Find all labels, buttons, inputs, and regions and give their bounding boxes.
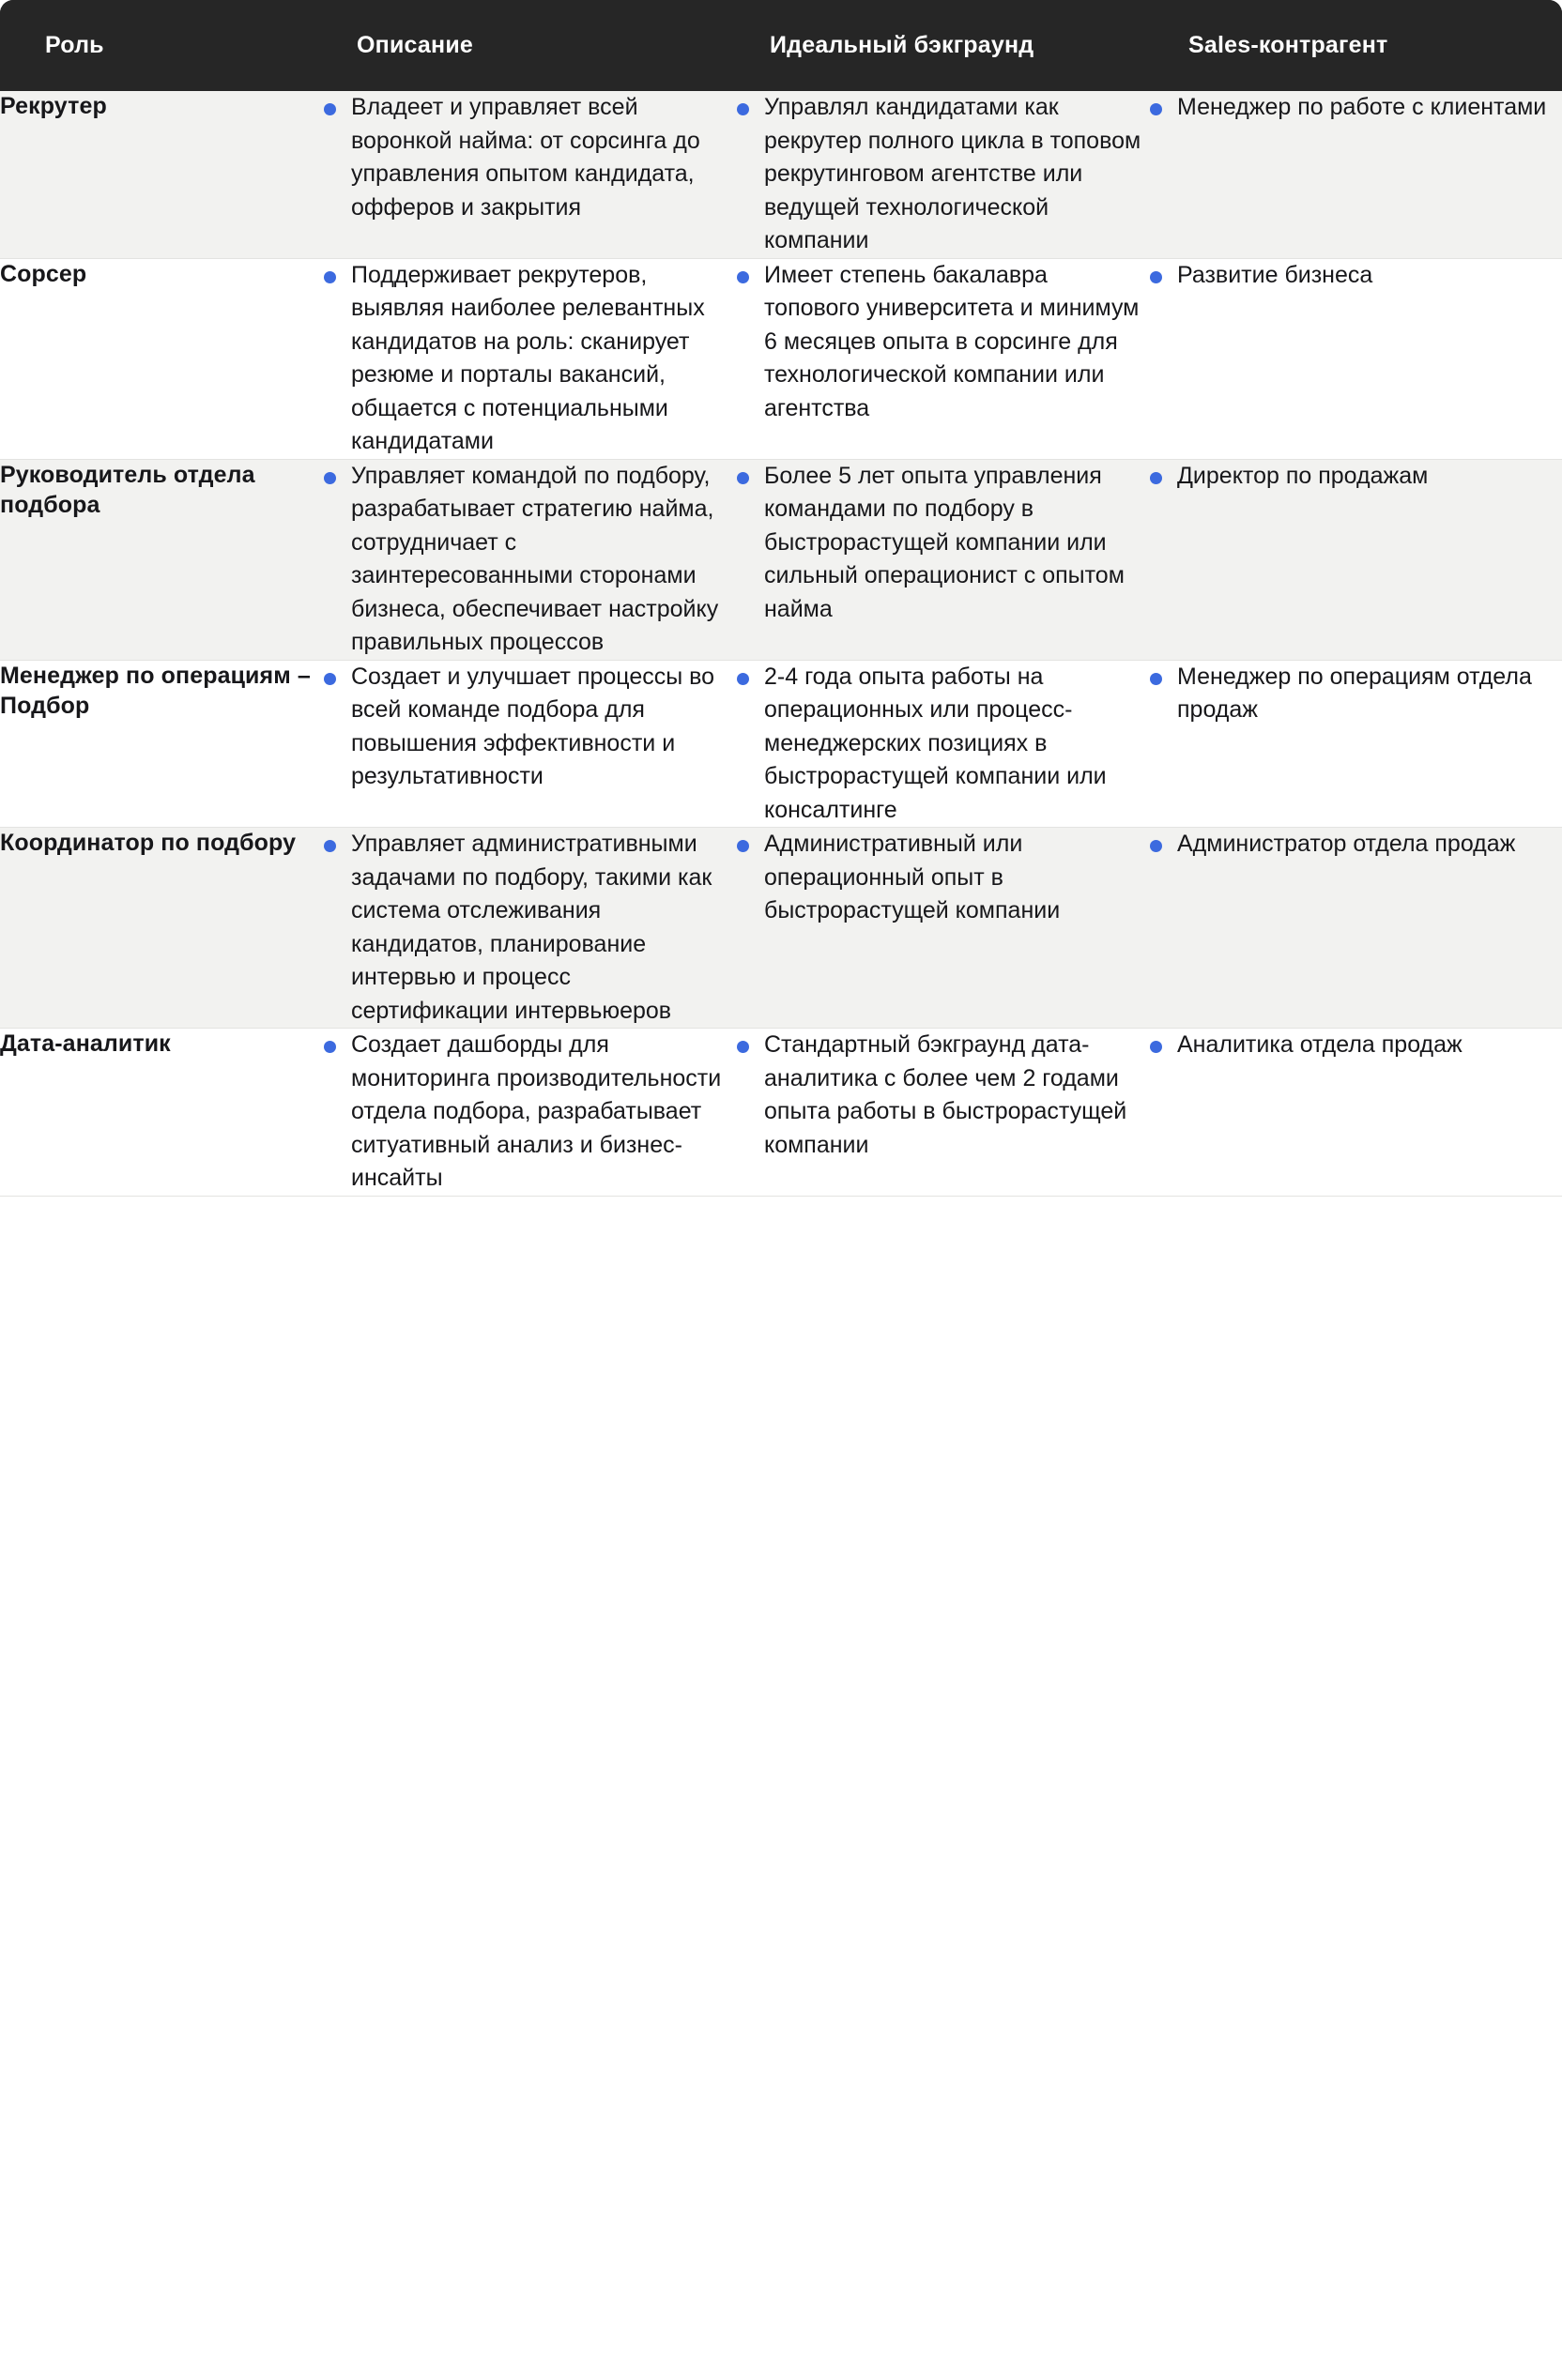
background-bullet-list <box>732 828 1145 928</box>
column-header-background-label: Идеальный бэкграунд <box>770 32 1034 58</box>
list-item-text: Управляет командой по подбору, разрабатывает стратегию найма, сотрудничает с заинтересованными сторонами бизнеса, обеспечивает настройку правильных процессов <box>351 462 719 655</box>
description-bullet-list <box>319 1029 732 1196</box>
cell-description <box>319 660 732 828</box>
description-bullet-list <box>319 661 732 794</box>
description-bullet-list <box>319 259 732 459</box>
list-item <box>1145 460 1562 494</box>
role-title: Рекрутер <box>0 93 107 119</box>
table-header-row <box>0 0 1562 91</box>
cell-role <box>0 1029 319 1197</box>
cell-sales-counterpart <box>1145 660 1562 828</box>
list-item-text: Управлял кандидатами как рекрутер полного цикла в топовом рекрутинговом агентстве или ведущей технологической компании <box>764 94 1141 253</box>
bullet-dot-icon <box>737 472 749 484</box>
list-item <box>732 259 1145 426</box>
cell-role <box>0 258 319 459</box>
background-bullet-list <box>732 259 1145 426</box>
background-bullet-list <box>732 661 1145 828</box>
list-item <box>1145 91 1562 125</box>
list-item-text: Создает дашборды для мониторинга производительности отдела подбора, разрабатывает ситуативный анализ и бизнес-инсайты <box>351 1031 722 1191</box>
cell-description <box>319 1029 732 1197</box>
column-header-description-label: Описание <box>357 32 473 58</box>
background-bullet-list <box>732 1029 1145 1162</box>
bullet-dot-icon <box>1150 1041 1162 1053</box>
list-item <box>732 661 1145 828</box>
list-item-text: Имеет степень бакалавра топового университета и минимум 6 месяцев опыта в сорсинге для технологической компании или агентства <box>764 261 1140 421</box>
cell-background <box>732 258 1145 459</box>
list-item-text: Владеет и управляет всей воронкой найма: от сорсинга до управления опытом кандидата, офферов и закрытия <box>351 94 700 221</box>
role-title: Менеджер по операциям – Подбор <box>0 662 311 719</box>
background-bullet-list <box>732 460 1145 627</box>
bullet-dot-icon <box>324 103 336 115</box>
list-item-text: Создает и улучшает процессы во всей команде подбора для повышения эффективности и результативности <box>351 663 715 789</box>
list-item <box>1145 828 1562 862</box>
cell-sales-counterpart <box>1145 459 1562 660</box>
cell-role <box>0 91 319 258</box>
sales-bullet-list <box>1145 828 1562 862</box>
list-item-text: Развитие бизнеса <box>1177 261 1373 288</box>
list-item-text: Аналитика отдела продаж <box>1177 1031 1462 1058</box>
list-item <box>1145 661 1562 727</box>
bullet-dot-icon <box>737 1041 749 1053</box>
cell-background <box>732 660 1145 828</box>
bullet-dot-icon <box>324 271 336 283</box>
cell-role <box>0 459 319 660</box>
cell-sales-counterpart <box>1145 258 1562 459</box>
list-item <box>319 259 732 459</box>
list-item <box>319 1029 732 1196</box>
list-item <box>319 828 732 1028</box>
table-bottom-padding <box>0 1197 1562 1234</box>
table-body <box>0 91 1562 1196</box>
bullet-dot-icon <box>324 1041 336 1053</box>
cell-description <box>319 828 732 1029</box>
sales-bullet-list <box>1145 259 1562 293</box>
table-row <box>0 1029 1562 1197</box>
sales-bullet-list <box>1145 91 1562 125</box>
bullet-dot-icon <box>324 673 336 685</box>
cell-sales-counterpart <box>1145 1029 1562 1197</box>
cell-background <box>732 459 1145 660</box>
bullet-dot-icon <box>1150 271 1162 283</box>
list-item-text: Поддерживает рекрутеров, выявляя наиболее релевантных кандидатов на роль: сканирует резюме и порталы вакансий, общается с потенциальными кандидатами <box>351 261 705 454</box>
bullet-dot-icon <box>737 673 749 685</box>
bullet-dot-icon <box>1150 673 1162 685</box>
role-title: Сорсер <box>0 260 87 287</box>
table-header <box>0 0 1562 91</box>
column-header-sales-counterpart <box>1145 0 1562 91</box>
list-item <box>732 1029 1145 1162</box>
description-bullet-list <box>319 828 732 1028</box>
sales-bullet-list <box>1145 1029 1562 1062</box>
bullet-dot-icon <box>1150 103 1162 115</box>
column-header-role-label: Роль <box>45 32 104 58</box>
cell-background <box>732 1029 1145 1197</box>
list-item-text: Менеджер по работе с клиентами <box>1177 94 1547 120</box>
bullet-dot-icon <box>324 840 336 852</box>
list-item <box>732 91 1145 258</box>
list-item <box>732 828 1145 928</box>
bullet-dot-icon <box>1150 840 1162 852</box>
list-item-text: Более 5 лет опыта управления командами по подбору в быстрорастущей компании или сильный операционист с опытом найма <box>764 462 1125 622</box>
table-row <box>0 828 1562 1029</box>
role-title: Координатор по подбору <box>0 830 297 856</box>
column-header-description <box>319 0 732 91</box>
role-title: Дата-аналитик <box>0 1030 171 1057</box>
background-bullet-list <box>732 91 1145 258</box>
sales-bullet-list <box>1145 661 1562 727</box>
cell-background <box>732 828 1145 1029</box>
list-item-text: Администратор отдела продаж <box>1177 831 1516 857</box>
bullet-dot-icon <box>737 103 749 115</box>
column-header-role <box>0 0 319 91</box>
sales-bullet-list <box>1145 460 1562 494</box>
list-item <box>319 91 732 224</box>
description-bullet-list <box>319 91 732 224</box>
list-item <box>732 460 1145 627</box>
table-row <box>0 459 1562 660</box>
cell-description <box>319 258 732 459</box>
cell-description <box>319 459 732 660</box>
bullet-dot-icon <box>1150 472 1162 484</box>
list-item-text: Управляет административными задачами по подбору, такими как система отслеживания кандидатов, планирование интервью и процесс сертификации интервьюеров <box>351 831 712 1024</box>
list-item-text: 2-4 года опыта работы на операционных или процесс-менеджерских позициях в быстрорастущей компании или консалтинге <box>764 663 1107 823</box>
cell-sales-counterpart <box>1145 91 1562 258</box>
column-header-background <box>732 0 1145 91</box>
cell-sales-counterpart <box>1145 828 1562 1029</box>
column-header-sales-counterpart-label: Sales-контрагент <box>1188 32 1388 58</box>
list-item <box>319 661 732 794</box>
list-item-text: Менеджер по операциям отдела продаж <box>1177 663 1532 723</box>
list-item <box>319 460 732 660</box>
bullet-dot-icon <box>324 472 336 484</box>
list-item <box>1145 1029 1562 1062</box>
bullet-dot-icon <box>737 840 749 852</box>
table-row <box>0 91 1562 258</box>
table-row <box>0 660 1562 828</box>
bullet-dot-icon <box>737 271 749 283</box>
list-item <box>1145 259 1562 293</box>
description-bullet-list <box>319 460 732 660</box>
table-row <box>0 258 1562 459</box>
list-item-text: Стандартный бэкграунд дата-аналитика с более чем 2 годами опыта работы в быстрорастущей компании <box>764 1031 1127 1158</box>
cell-description <box>319 91 732 258</box>
cell-role <box>0 828 319 1029</box>
cell-role <box>0 660 319 828</box>
role-title: Руководитель отдела подбора <box>0 461 255 518</box>
list-item-text: Директор по продажам <box>1177 462 1429 489</box>
list-item-text: Административный или операционный опыт в быстрорастущей компании <box>764 831 1061 923</box>
cell-background <box>732 91 1145 258</box>
